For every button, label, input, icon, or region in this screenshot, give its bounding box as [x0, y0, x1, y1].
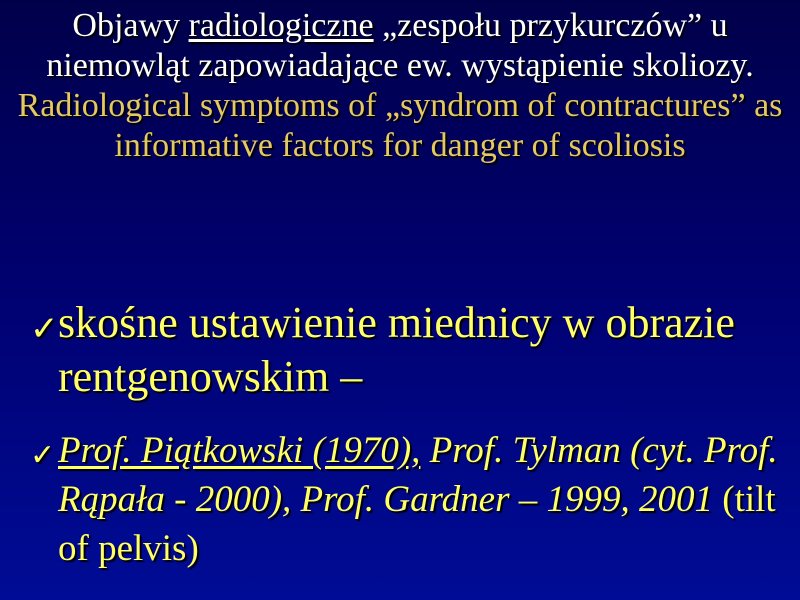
bullet-list: [30, 296, 790, 573]
checkmark-icon: ✓: [30, 438, 56, 473]
title-polish-part2: „zespołu przykurczów” u niemowląt zapowiadające ew. wystąpienie skoliozy.: [46, 7, 754, 84]
bullet-item-references: [30, 426, 790, 573]
title-english: Radiological symptoms of „syndrom of contractures” as informative factors for danger of scoliosis: [17, 87, 783, 164]
checkmark-icon: ✓: [30, 309, 59, 349]
title-polish-part1: Objawy: [72, 7, 189, 44]
reference-underlined: Prof. Piątkowski (1970),: [58, 430, 421, 471]
title-polish-underlined: radiologiczne: [188, 7, 374, 44]
slide-title: [10, 6, 790, 166]
reference-authors: Prof. Tylman (cyt. Prof. Rąpała - 2000), Prof. Gardner – 1999, 2001: [58, 430, 778, 520]
bullet-item-text: skośne ustawienie miednicy w obrazie rentgenowskim –: [58, 298, 735, 401]
reference-note: (tilt of pelvis): [58, 479, 776, 569]
bullet-item-pelvis: [30, 296, 790, 404]
